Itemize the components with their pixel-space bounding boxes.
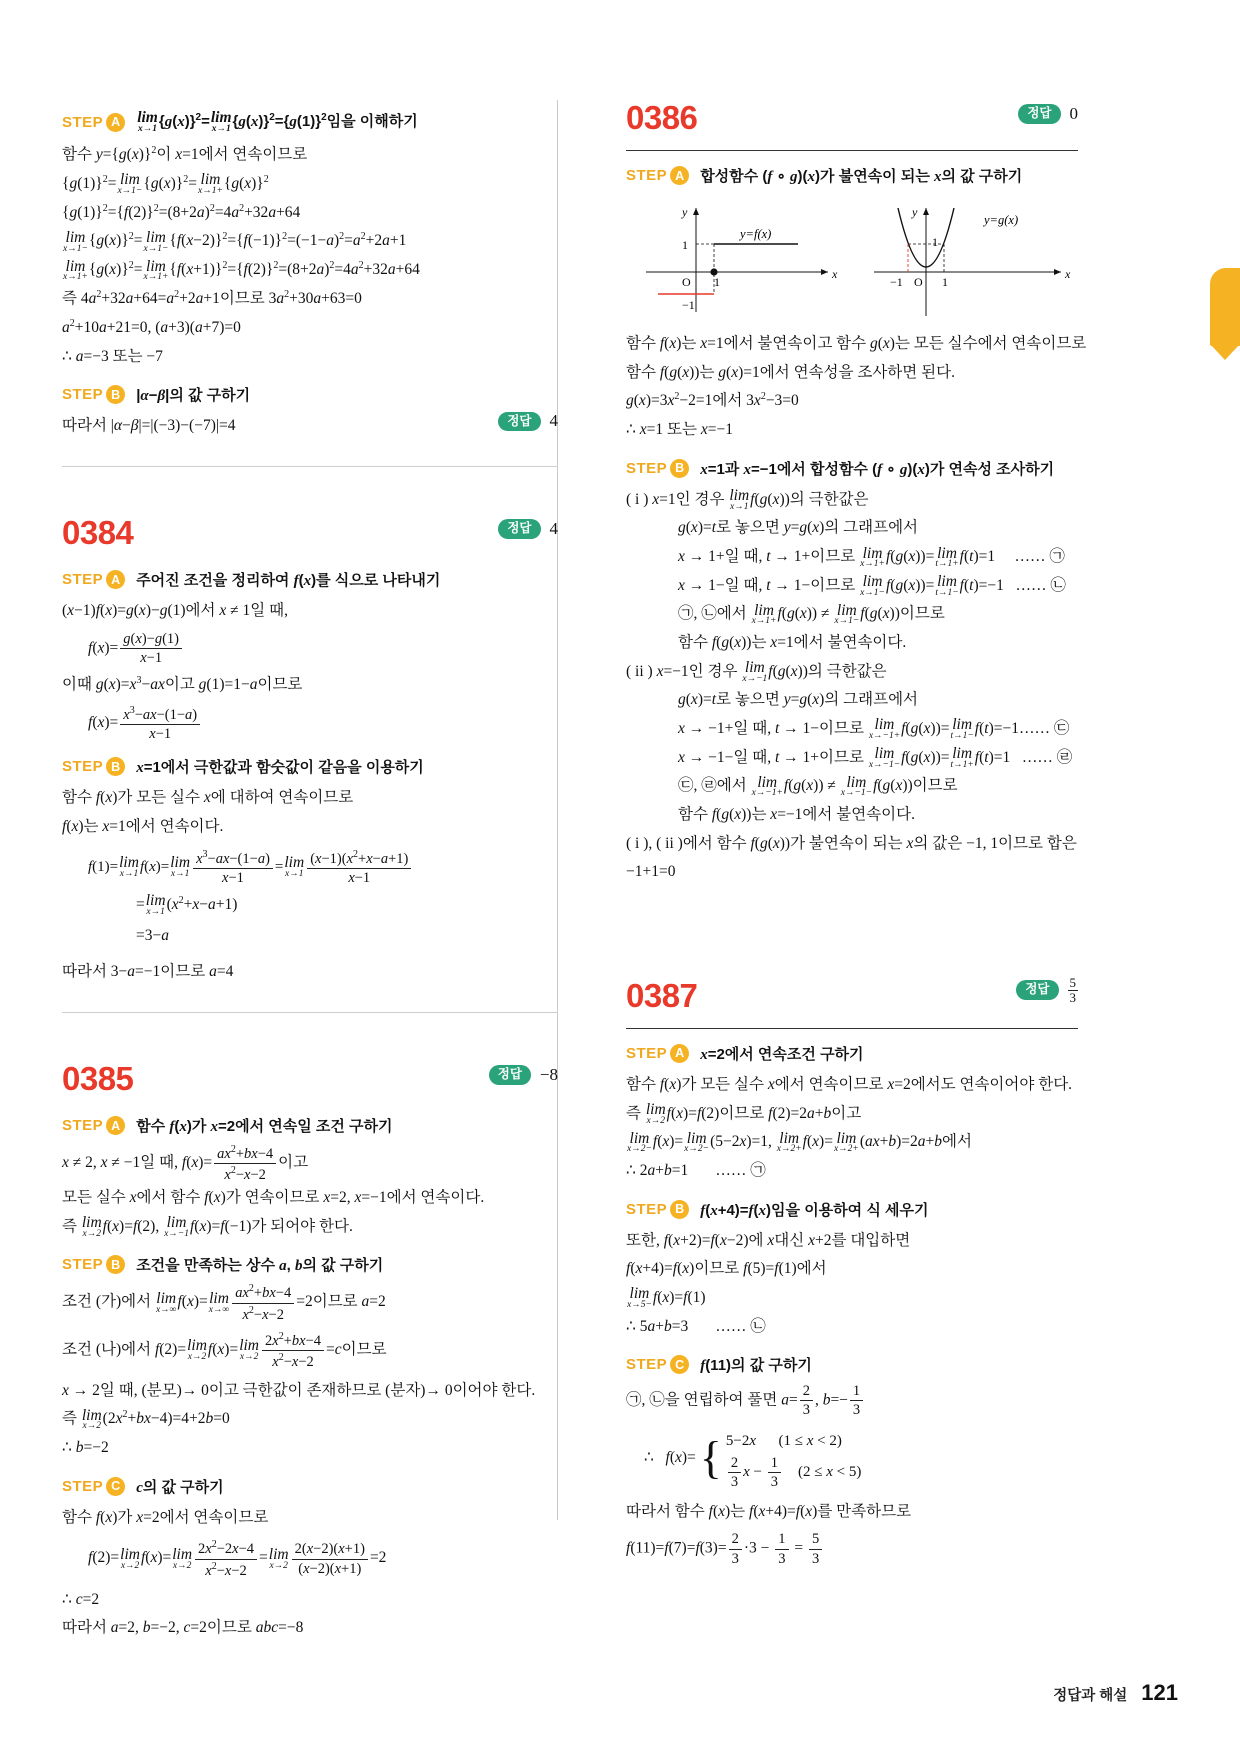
svg-text:y: y: [682, 205, 688, 219]
text-line: f(x)는 x=1에서 연속이다.: [62, 817, 224, 835]
text-line: 따라서 |α−β|=|(−3)−(−7)|=4: [62, 417, 236, 435]
svg-text:O: O: [682, 275, 691, 289]
answer-badge: [498, 411, 558, 431]
svg-text:O: O: [914, 275, 923, 289]
step-header: [62, 384, 558, 405]
text-line: 함수 $y=\{g(x)\}^2$이 x=1에서 연속이므로: [62, 145, 308, 164]
step-title: 합성함수 (f ∘ g)(x)가 불연속이 되는 x의 값 구하기: [700, 168, 1023, 185]
text-line: ( ii ) x=−1인 경우 lim x→−1 f(g(x))의 극한값은: [626, 659, 887, 684]
text-line: =3−a: [136, 926, 169, 944]
svg-text:1: 1: [942, 275, 948, 289]
svg-text:−1: −1: [682, 298, 695, 312]
step-label: STEP: [626, 1200, 668, 1218]
graph-g: [856, 194, 1076, 319]
solution-0386: [626, 96, 1087, 886]
text-line: f(11)=f(7)=f(3)= $\frac{2}{3}$ ·3 − $\frac{1}{3}$ = $\frac{5}{3}$: [626, 1531, 1078, 1566]
text-line: x → 2일 때, (분모)→ 0이고 극한값이 존재하므로 (분자)→ 0이어야 한다.: [62, 1381, 536, 1399]
step-title: 주어진 조건을 정리하여 f(x)를 식으로 나타내기: [136, 572, 441, 590]
page-number: 121: [1141, 1680, 1178, 1705]
text-line: lim x→1− $\{g(x)\}^2=$ lim x→1− $\{f(x-2)\}^2=\{f(-1)\}^2=(-1-a)^2=a^2+2a+1$: [63, 229, 407, 254]
footer-label: 정답과 해설: [1053, 1688, 1128, 1704]
step-title: x=2에서 연속조건 구하기: [700, 1045, 864, 1063]
step-badge: A: [106, 570, 125, 589]
answer-value: 4: [549, 411, 558, 431]
left-column: [62, 96, 570, 1637]
svg-text:1: 1: [682, 238, 688, 252]
solution-0383-continued: [62, 110, 558, 467]
text-line: ( i ) x=1인 경우 lim x→1 f(g(x))의 극한값은: [626, 487, 869, 512]
step-badge: A: [670, 166, 689, 185]
answer-tag-label: 정답: [1016, 980, 1058, 1000]
step-header: [62, 756, 558, 777]
text-line: 즉 lim x→2 f(x)=f(2), lim x→−1 f(x)=f(−1)가 되어야 한다.: [62, 1214, 353, 1239]
step-badge: C: [670, 1355, 689, 1374]
text-line: 함수 f(x)가 x=2에서 연속이므로: [62, 1508, 269, 1526]
text-line: 즉 lim x→2 $(2x^2+bx-4)=4+2b=0$: [62, 1406, 230, 1432]
text-line: ( i ), ( ii )에서 함수 f(g(x))가 불연속이 되는 x의 값은 −1, 1이므로 합은: [626, 834, 1077, 852]
text-line: ∴ b=−2: [62, 1439, 109, 1457]
step-title: f(11)의 값 구하기: [700, 1357, 812, 1375]
header-rule: [626, 1028, 1078, 1029]
text-line: 조건 (가)에서 lim x→∞ f(x)= lim x→∞ $\frac{ax^2+bx-4}{x^2-x-2}$ =2이므로 a=2: [62, 1283, 386, 1323]
svg-text:y=f(x): y=f(x): [740, 227, 772, 241]
text-line: = lim x→1 $(x^2+x-a+1)$: [136, 892, 238, 917]
problem-header: [62, 1057, 558, 1101]
text-line: $\{g(1)\}^2=$ lim x→1− $\{g(x)\}^2=$ lim x→1+ $\{g(x)\}^2$: [62, 171, 269, 196]
answer-value: 4: [549, 519, 558, 539]
text-line: ∴ x=1 또는 x=−1: [626, 421, 733, 439]
graph-f: [628, 194, 848, 319]
problem-header: [626, 974, 1078, 1018]
step-label: STEP: [62, 571, 104, 589]
right-column: [570, 96, 1087, 1616]
problem-header: [62, 511, 558, 555]
problem-number: 0386: [626, 99, 698, 136]
text-line: 이때 $g(x)=x^3-ax$이고 g(1)=1−a이므로: [62, 675, 303, 694]
step-badge: B: [670, 459, 689, 478]
step-label: STEP: [626, 459, 668, 477]
answer-value-fraction: [1068, 976, 1079, 1004]
step-badge: B: [106, 1255, 125, 1274]
text-line: 따라서 함수 f(x)는 f(x+4)=f(x)를 만족하므로: [626, 1502, 912, 1520]
text-line: $a^2+10a+21=0$, (a+3)(a+7)=0: [62, 317, 241, 337]
step-badge: C: [106, 1477, 125, 1496]
step-label: STEP: [626, 1356, 668, 1374]
page-corner-tab: [1210, 268, 1240, 346]
text-line: 함수 f(g(x))는 x=1에서 불연속이다.: [678, 634, 907, 652]
step-badge: B: [106, 757, 125, 776]
text-line: f(x)= $\frac{x^3-ax-(1-a)}{x-1}$: [88, 705, 558, 742]
step-label: STEP: [626, 1044, 668, 1062]
problem-header: [626, 96, 1078, 140]
text-line: $g(x)=3x^2-2=1$에서 $3x^2-3=0$: [626, 391, 799, 410]
text-line: 즉 lim x→2 f(x)=f(2)이므로 f(2)=2a+b이고: [626, 1101, 862, 1126]
step-header: [62, 1476, 558, 1497]
answer-tag-label: 정답: [498, 519, 540, 539]
text-line: x ≠ 2, x ≠ −1일 때, f(x)= $\frac{ax^2+bx-4}{x^2-x-2}$ 이고: [62, 1144, 309, 1183]
text-line: 모든 실수 x에서 함수 f(x)가 연속이므로 x=2, x=−1에서 연속이다.: [62, 1189, 485, 1207]
text-line: 따라서 a=2, b=−2, c=2이므로 abc=−8: [62, 1619, 304, 1637]
step-badge: A: [670, 1044, 689, 1063]
solution-0387: [626, 974, 1078, 1567]
text-line: 함수 f(x)가 모든 실수 x에 대하여 연속이므로: [62, 789, 354, 807]
text-line: 함수 f(g(x))는 g(x)=1에서 연속성을 조사하면 된다.: [626, 363, 955, 381]
step-header: [62, 1115, 558, 1136]
step-badge: A: [106, 1116, 125, 1135]
step-label: STEP: [626, 167, 668, 184]
svg-text:x: x: [1065, 267, 1071, 281]
step-title: lim x→1 $\{g(x)\}^2=$ lim x→1 $\{g(x)\}^2=\{g(1)\}^2$임을 이해하기: [137, 109, 418, 134]
svg-text:y: y: [912, 205, 918, 219]
answer-tag-label: 정답: [1018, 104, 1060, 124]
page-footer: [1053, 1680, 1178, 1706]
text-line: f(x)= $\frac{g(x)-g(1)}{x-1}$: [88, 631, 558, 666]
text-line: ∴ 5a+b=3 …… ㉡: [626, 1317, 766, 1335]
text-line: lim x→5− f(x)=f(1): [627, 1285, 706, 1310]
text-line: −1+1=0: [626, 863, 676, 881]
step-badge: A: [106, 113, 125, 132]
step-header: [626, 1043, 1078, 1064]
answer-badge: [1018, 104, 1078, 124]
text-line: 함수 f(x)가 모든 실수 x에서 연속이므로 x=2에서도 연속이어야 한다.: [626, 1075, 1073, 1093]
text-line: 즉 $4a^2+32a+64=a^2+2a+1$이므로 $3a^2+30a+63=0$: [62, 289, 362, 308]
text-line: ㉠, ㉡을 연립하여 풀면 a= $\frac{2}{3}$ , b=− $\frac{1}{3}$: [626, 1383, 1078, 1418]
step-badge: B: [106, 385, 125, 404]
text-line: x → 1−일 때, t → 1−이므로 lim x→1− f(g(x))= lim t→1− f(t)=−1 …… ㉡: [678, 573, 1066, 598]
step-header: [626, 458, 1078, 479]
answer-tag-label: 정답: [489, 1065, 531, 1085]
step-title: x=1에서 극한값과 함숫값이 같음을 이용하기: [136, 759, 424, 777]
svg-text:y=g(x): y=g(x): [984, 213, 1019, 227]
text-line: ㉢, ㉣에서 lim x→−1+ f(g(x)) ≠ lim x→−1− f(g(x))이므로: [678, 773, 958, 799]
step-title: f(x+4)=f(x)임을 이용하여 식 세우기: [700, 1201, 929, 1219]
text-line: ∴ 2a+b=1 …… ㉠: [626, 1161, 766, 1179]
graph-figures: [626, 194, 1078, 319]
problem-number: 0387: [626, 976, 698, 1014]
answer-badge: [489, 1065, 558, 1085]
piecewise-definition: ∴ f(x)= { 5−2x (1 ≤ x < 2) $\frac{2}{3}$ x − $\frac{1}{3}$ (2 ≤ x < 5): [644, 1432, 862, 1491]
step-label: STEP: [62, 1117, 104, 1134]
step-header: [626, 1354, 1078, 1375]
answer-value: −8: [539, 1065, 558, 1084]
problem-number: 0385: [62, 1060, 134, 1097]
answer-badge: [498, 519, 558, 539]
step-header: [62, 569, 558, 590]
header-rule: [626, 150, 1078, 151]
step-label: STEP: [62, 386, 104, 404]
svg-text:−1: −1: [890, 275, 903, 289]
text-line: f(1)= lim x→1 f(x)= lim x→1 $\frac{x^3-ax-(1-a)}{x-1}$ = lim x→1 $\frac{(x-1)(x^2+x-a+1)}{x-1}$: [88, 849, 558, 886]
solution-0385: [62, 1057, 558, 1642]
text-line: x → −1+일 때, t → 1−이므로 lim x→−1+ f(g(x))= lim t→1− f(t)=−1…… ㉢: [678, 716, 1070, 741]
svg-text:1: 1: [932, 235, 938, 249]
step-title: 조건을 만족하는 상수 a, b의 값 구하기: [136, 1257, 384, 1275]
problem-number: 0384: [62, 514, 134, 552]
text-line: 함수 f(g(x))는 x=−1에서 불연속이다.: [678, 806, 915, 823]
answer-denominator: 3: [1069, 989, 1076, 1005]
text-line: 함수 f(x)는 x=1에서 불연속이고 함수 g(x)는 모든 실수에서 연속이므로: [626, 335, 1087, 352]
svg-text:x: x: [832, 267, 838, 281]
step-label: STEP: [62, 113, 104, 131]
step-label: STEP: [62, 1256, 104, 1274]
text-line: 따라서 3−a=−1이므로 a=4: [62, 963, 234, 981]
step-title: x=1과 x=−1에서 합성함수 (f ∘ g)(x)가 연속성 조사하기: [700, 460, 1055, 478]
text-line: lim x→1+ $\{g(x)\}^2=$ lim x→1+ $\{f(x+1)\}^2=\{f(2)\}^2=(8+2a)^2=4a^2+32a+64$: [63, 257, 420, 283]
text-line: f(2)= lim x→2 f(x)= lim x→2 $\frac{2x^2-2x-4}{x^2-x-2}$ = lim x→2 $\frac{2(x-2)(x+1)}{(x-2)(x+1)}$ =2: [88, 1539, 387, 1579]
step-badge: B: [670, 1200, 689, 1219]
answer-badge: [1016, 976, 1078, 1004]
text-line: 조건 (나)에서 f(2)= lim x→2 f(x)= lim x→2 $\frac{2x^2+bx-4}{x^2-x-2}$ =c이므로: [62, 1330, 387, 1370]
text-line: ∴ c=2: [62, 1590, 100, 1608]
text-line: x → −1−일 때, t → 1+이므로 lim x→−1− f(g(x))= lim t→1+ f(t)=1 …… ㉣: [678, 745, 1073, 770]
step-header: [626, 165, 1078, 186]
text-line: (x−1)f(x)=g(x)−g(1)에서 x ≠ 1일 때,: [62, 602, 288, 620]
text-line: lim x→2− f(x)= lim x→2− (5−2x)=1, lim x→2+ f(x)= lim x→2+ (ax+b)=2a+b에서: [627, 1129, 972, 1155]
answer-value: 0: [1069, 104, 1078, 123]
step-title: |α−β|의 값 구하기: [136, 387, 251, 405]
step-header: [62, 1254, 558, 1275]
text-line: 또한, f(x+2)=f(x−2)에 x대신 x+2를 대입하면: [626, 1231, 911, 1249]
answer-tag-label: 정답: [498, 412, 540, 432]
step-header: [626, 1199, 1078, 1220]
answer-numerator: 5: [1069, 974, 1076, 990]
step-title: c의 값 구하기: [136, 1478, 224, 1496]
text-line: f(x+4)=f(x)이므로 f(5)=f(1)에서: [626, 1260, 827, 1278]
step-header: [62, 110, 558, 134]
text-line: ∴ a=−3 또는 −7: [62, 347, 163, 365]
step-label: STEP: [62, 1477, 104, 1495]
text-line: g(x)=t로 놓으면 y=g(x)의 그래프에서: [678, 519, 919, 537]
step-label: STEP: [62, 758, 104, 776]
svg-text:1: 1: [714, 275, 720, 289]
step-title: 함수 f(x)가 x=2에서 연속일 조건 구하기: [136, 1118, 393, 1135]
text-line: $\{g(1)\}^2=\{f(2)\}^2=(8+2a)^2=4a^2+32a+64$: [62, 202, 301, 221]
text-line: ㉠, ㉡에서 lim x→1+ f(g(x)) ≠ lim x→1− f(g(x))이므로: [678, 601, 945, 627]
text-line: x → 1+일 때, t → 1+이므로 lim x→1+ f(g(x))= lim t→1+ f(t)=1 …… ㉠: [678, 544, 1065, 570]
solution-0384: [62, 511, 558, 1013]
text-line: g(x)=t로 놓으면 y=g(x)의 그래프에서: [678, 691, 919, 709]
